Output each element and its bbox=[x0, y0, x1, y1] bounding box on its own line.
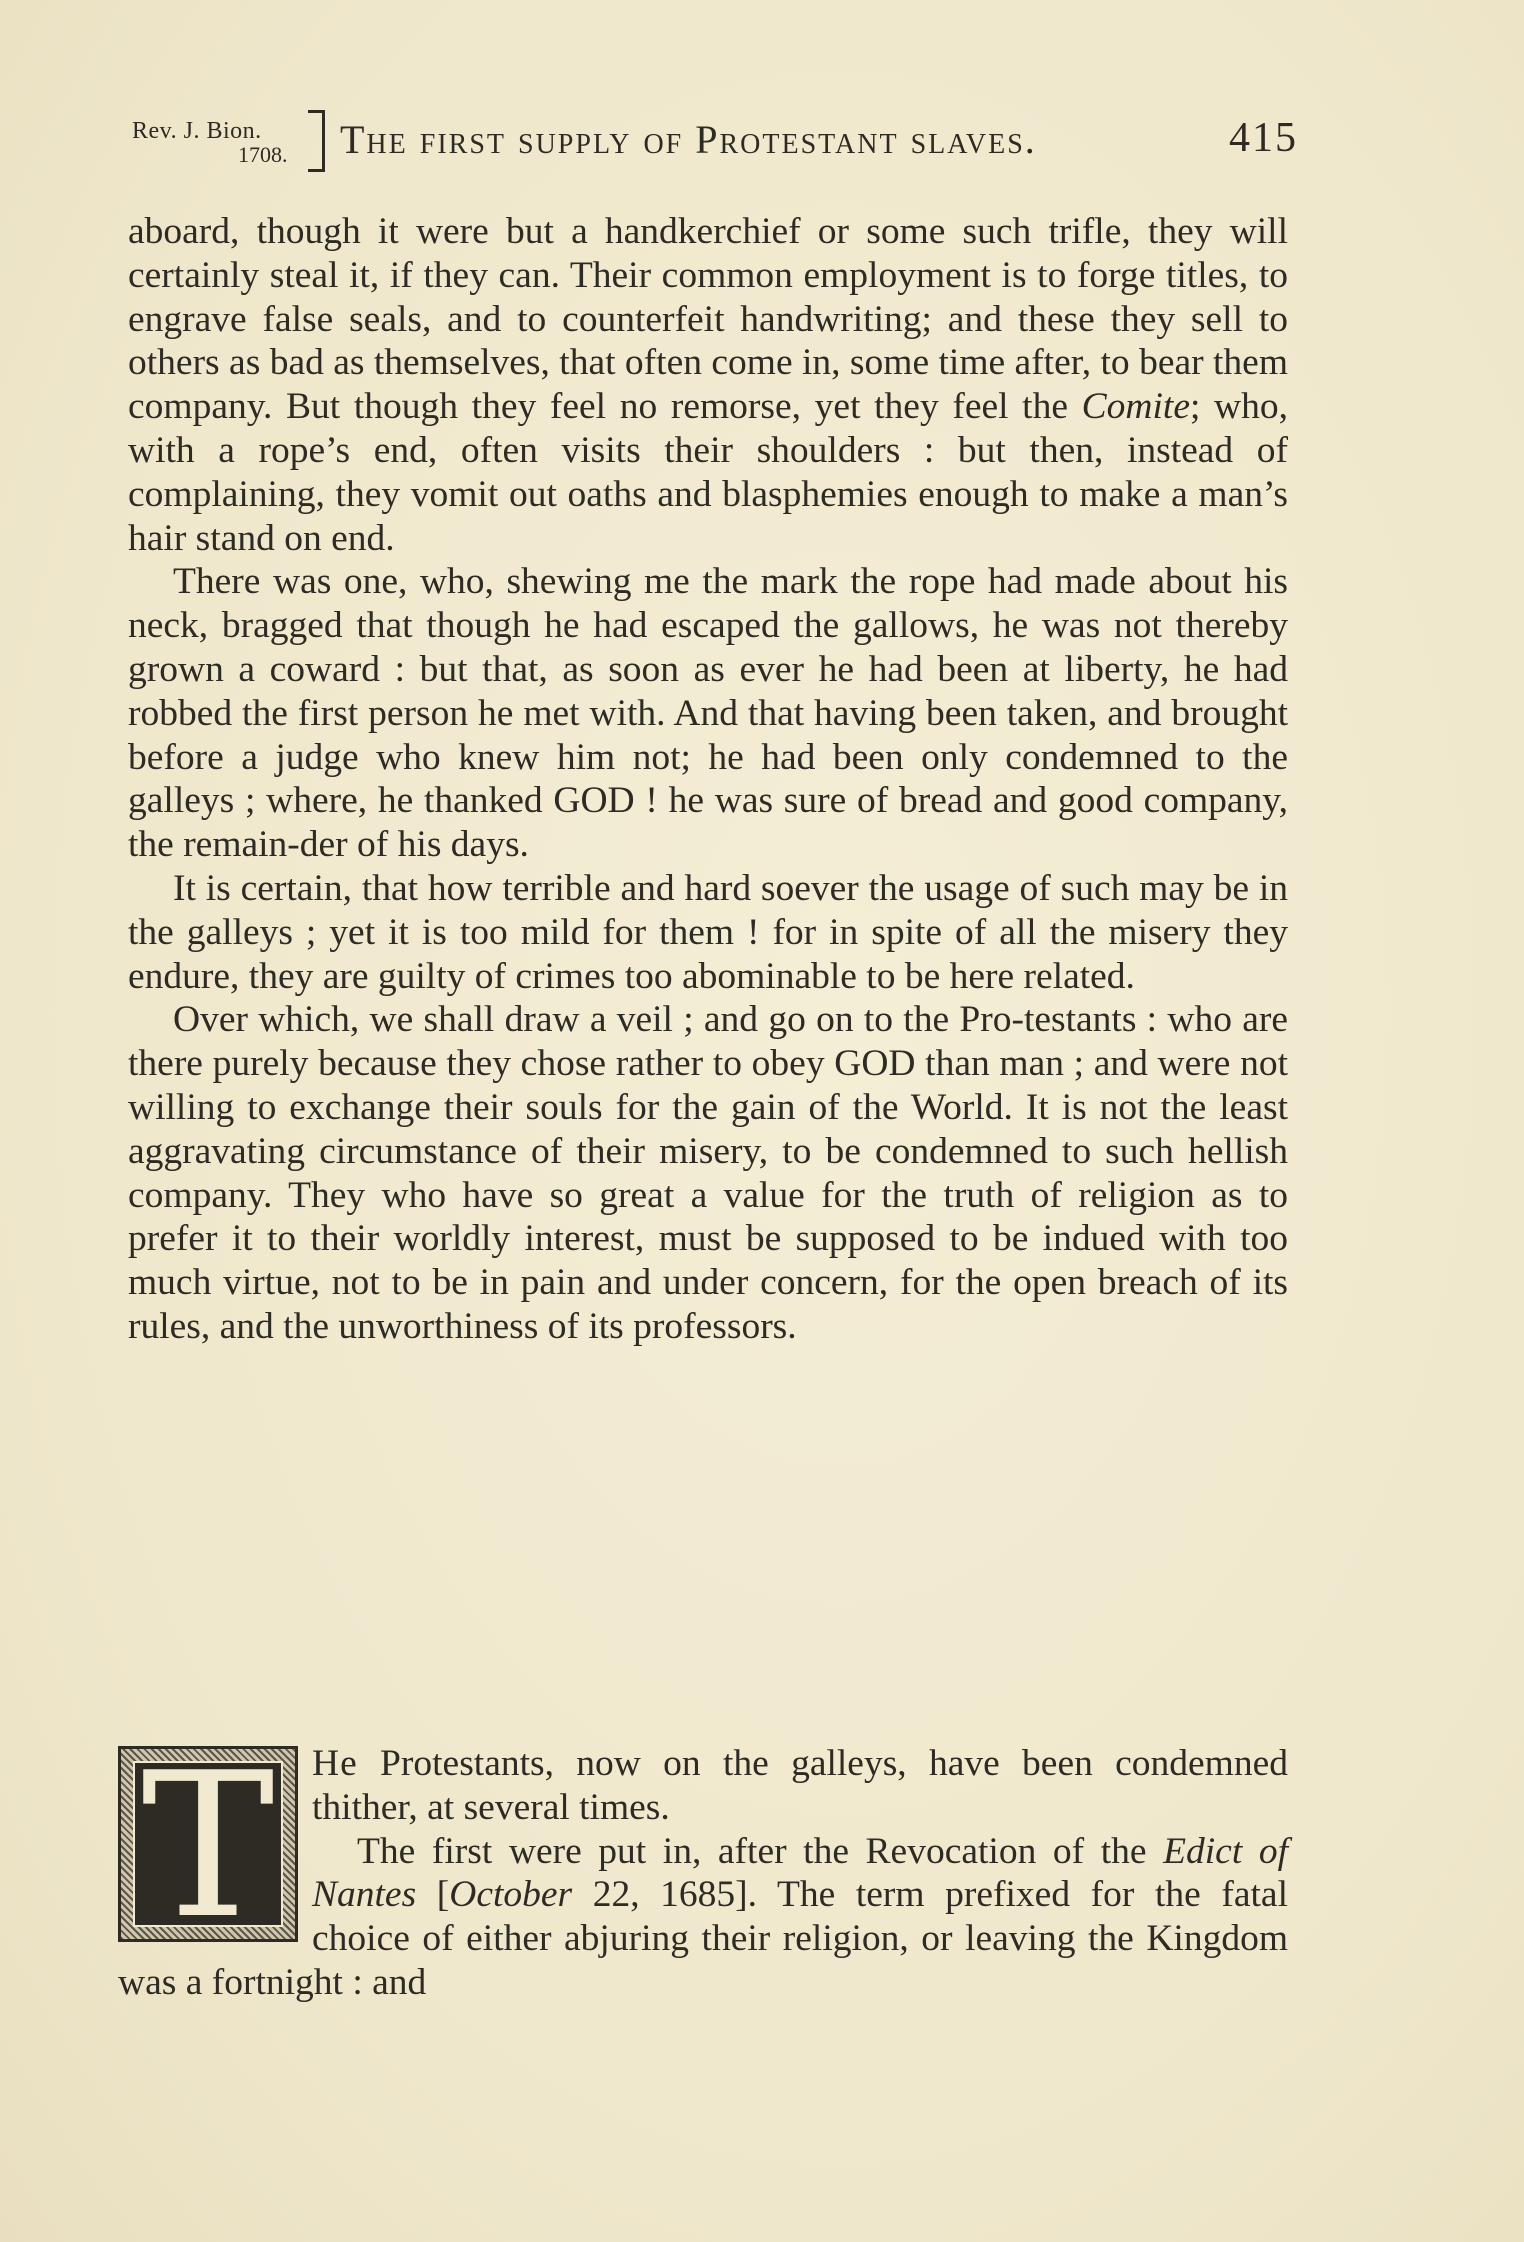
paragraph bbox=[128, 867, 1288, 998]
new-section bbox=[118, 1730, 1288, 2005]
first-word: He bbox=[312, 1743, 358, 1784]
italic-text: October bbox=[449, 1874, 573, 1916]
paragraph bbox=[128, 560, 1288, 867]
header-author: Rev. J. Bion. bbox=[132, 118, 262, 144]
body-text bbox=[128, 210, 1288, 1349]
text-run: It is certain, that how terrible and hard soever the usage of such may be in the galleys ; yet it is too mild for them ! for in spite of all the misery they endure, they are guilty of crimes too abominable to be here related. bbox=[128, 867, 1288, 997]
text-run: Over which, we shall draw a veil ; and go on to the Pro-testants : who are there purely because they chose rather to obey GOD than man ; and were not willing to exchange their souls for the gain of the World. It is not the least aggravating circumstance of their misery, to be condemned to such hellish company. They who have so great a value for the truth of religion as to prefer it to their worldly interest, must be supposed to be indued with too much virtue, not to be in pain and under concern, for the open breach of its rules, and the unworthiness of its professors. bbox=[128, 999, 1288, 1347]
text-run: The first were put in, after the Revocation of the bbox=[357, 1830, 1164, 1872]
text-run: [ bbox=[416, 1874, 450, 1916]
text-run: 22, 1685]. The term prefixed for the fatal choice of either abjuring their religion, or leaving the Kingdom was a fortnight : and bbox=[118, 1874, 1288, 2003]
running-header bbox=[118, 110, 1298, 180]
dropcap-letter: T bbox=[141, 1730, 275, 1963]
text-run: ; who, with a rope’s end, often visits their shoulders : but then, instead of complaining, they vomit out oaths and blasphemies enough to make a man’s hair stand on end. bbox=[128, 386, 1289, 559]
section-text: Protestants, now on the galleys, have been condemned thither, at several times. bbox=[312, 1743, 1288, 1828]
paragraph bbox=[128, 998, 1288, 1348]
page-number: 415 bbox=[1229, 115, 1298, 161]
text-run: There was one, who, shewing me the mark the rope had made about his neck, bragged that though he had escaped the gallows, he was not thereby grown a coward : but that, as soon as ever he had been at liberty, he had robbed the first person he met with. And that having been taken, and brought before a judge who knew him not; he had been only condemned to the galleys ; where, he thanked GOD ! he was sure of bread and good company, the remain-der of his days. bbox=[128, 561, 1288, 866]
header-year: 1708. bbox=[238, 142, 288, 167]
italic-text: Edict of Nantes bbox=[312, 1830, 1288, 1916]
paragraph bbox=[128, 210, 1288, 560]
text-run: aboard, though it were but a handkerchief or some such trifle, they will certainly steal it, if they can. Their common employment is to forge titles, to engrave false seals, and to counterfeit handwriting; and these they sell to others as bad as themselves, that often come in, some time after, to bear them company. But though they feel no remorse, yet they feel the bbox=[128, 211, 1288, 428]
header-bracket bbox=[308, 110, 325, 172]
decorative-initial bbox=[118, 1730, 298, 1963]
italic-text: Comite bbox=[1081, 386, 1190, 428]
header-title: The first supply of Protestant slaves. bbox=[340, 117, 1037, 162]
